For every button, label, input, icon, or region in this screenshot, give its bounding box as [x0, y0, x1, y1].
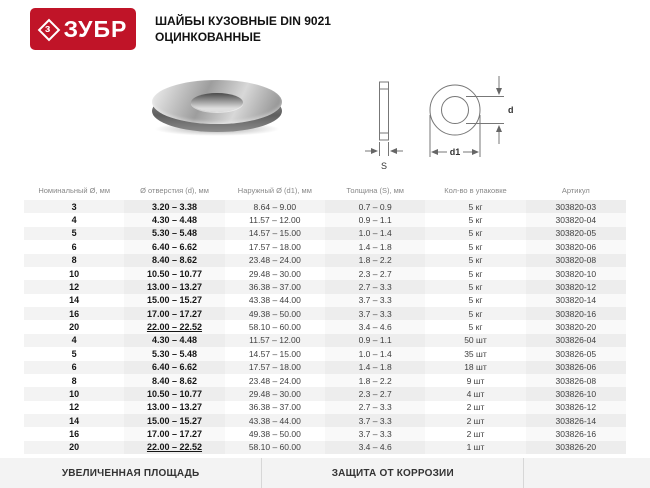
table-cell: 303826-08 — [526, 374, 626, 387]
table-cell: 9 шт — [466, 375, 485, 386]
table-cell: 3.4 – 4.6 — [325, 441, 425, 454]
table-cell: 14.57 – 15.00 — [248, 348, 301, 359]
table-cell: 5 — [71, 348, 77, 359]
table-cell: 1.0 – 1.4 — [325, 347, 425, 360]
dimension-diagram — [356, 62, 528, 184]
table-cell: 2 шт — [466, 402, 485, 413]
table-cell: 303826-10 — [526, 387, 626, 400]
table-row — [24, 267, 626, 280]
table-cell: 303820-16 — [526, 307, 626, 320]
table-cell: 303826-14 — [526, 414, 626, 427]
table-cell: 10.50 – 10.77 — [124, 387, 224, 400]
table-cell: 35 шт — [464, 348, 487, 359]
table-cell: 303820-10 — [526, 267, 626, 280]
table-cell: 303826-05 — [526, 347, 626, 360]
table-cell: 8.64 – 9.00 — [225, 200, 325, 213]
table-row — [24, 307, 626, 320]
table-cell: 303826-04 — [526, 334, 626, 347]
table-cell: 3.7 – 3.3 — [325, 414, 425, 427]
table-cell: 23.48 – 24.00 — [225, 254, 325, 267]
table-cell: 49.38 – 50.00 — [225, 307, 325, 320]
table-cell: 23.48 – 24.00 — [248, 375, 301, 386]
table-cell: 2.7 – 3.3 — [325, 280, 425, 293]
table-cell: 5 кг — [425, 307, 525, 320]
table-cell: 6.40 – 6.62 — [124, 240, 224, 253]
table-cell: 2 шт — [466, 429, 485, 440]
table-cell: 5.30 – 5.48 — [124, 227, 224, 240]
table-cell: 2.3 – 2.7 — [325, 267, 425, 280]
table-cell: 2.3 – 2.7 — [325, 387, 425, 400]
table-cell: 303826-20 — [526, 441, 626, 454]
table-cell: 20 — [24, 441, 124, 454]
table-row — [24, 280, 626, 293]
table-cell: 36.38 – 37.00 — [248, 402, 301, 413]
inner-diameter-label: d — [508, 105, 514, 115]
table-row — [24, 387, 626, 400]
table-cell: 20 — [69, 322, 80, 333]
zubr-diamond-icon — [39, 20, 57, 38]
table-cell: 12 — [69, 402, 80, 413]
thickness-label: S — [380, 161, 388, 171]
table-cell: 1.8 – 2.2 — [325, 254, 425, 267]
feature-enlarged-area: УВЕЛИЧЕННАЯ ПЛОЩАДЬ — [61, 467, 200, 479]
table-row — [24, 401, 626, 414]
spec-table-head — [24, 183, 626, 200]
table-cell: 14.57 – 15.00 — [225, 227, 325, 240]
table-cell: 16 — [69, 429, 80, 440]
table-cell: 303820-04 — [526, 213, 626, 226]
table-row — [24, 227, 626, 240]
table-row — [24, 240, 626, 253]
table-cell: 17.57 – 18.00 — [248, 241, 301, 252]
table-row — [24, 441, 626, 454]
table-row — [24, 361, 626, 374]
header-row — [24, 183, 626, 200]
table-row — [24, 200, 626, 213]
features-bar — [0, 458, 650, 488]
table-cell: 17.00 – 17.27 — [124, 427, 224, 440]
table-cell: 6.40 – 6.62 — [124, 361, 224, 374]
table-row — [24, 320, 626, 333]
table-cell: 1.4 – 1.8 — [325, 361, 425, 374]
table-cell: 1 шт — [425, 441, 525, 454]
table-cell: 15.00 – 15.27 — [124, 294, 224, 307]
table-cell: 8 — [71, 375, 77, 386]
table-cell: 6 — [24, 361, 124, 374]
table-cell: 43.38 – 44.00 — [248, 295, 301, 306]
table-cell: 1.8 – 2.2 — [325, 374, 425, 387]
table-row — [24, 427, 626, 440]
table-cell: 3.20 – 3.38 — [124, 200, 224, 213]
table-cell: 1.4 – 1.8 — [325, 240, 425, 253]
table-row — [24, 334, 626, 347]
spec-table — [24, 183, 626, 454]
page-title-line2: ОЦИНКОВАННЫЕ — [155, 30, 261, 44]
brand-logo — [30, 8, 136, 50]
table-cell: 2.7 – 3.3 — [325, 401, 425, 414]
table-cell: 0.9 – 1.1 — [325, 213, 425, 226]
table-cell: 4 — [24, 334, 124, 347]
table-cell: 49.38 – 50.00 — [248, 429, 301, 440]
table-cell: 303820-14 — [526, 294, 626, 307]
table-row — [24, 294, 626, 307]
table-cell: 14 — [24, 414, 124, 427]
table-cell: 4 шт — [425, 387, 525, 400]
table-cell: 17.00 – 17.27 — [124, 307, 224, 320]
table-cell: 10.50 – 10.77 — [124, 267, 224, 280]
table-row — [24, 347, 626, 360]
table-cell: 50 шт — [425, 334, 525, 347]
table-cell: 29.48 – 30.00 — [248, 268, 301, 279]
table-row — [24, 213, 626, 226]
table-cell: 18 шт — [425, 361, 525, 374]
table-cell: 3.7 – 3.3 — [325, 294, 425, 307]
table-cell: 4.30 – 4.48 — [124, 213, 224, 226]
table-cell: 3 — [24, 200, 124, 213]
table-cell: 3.7 – 3.3 — [325, 307, 425, 320]
washer-hole — [191, 93, 243, 112]
table-cell: 5 кг — [468, 215, 483, 226]
table-cell: 58.10 – 60.00 — [225, 441, 325, 454]
table-cell: 58.10 – 60.00 — [248, 322, 301, 333]
table-cell: 303820-08 — [526, 254, 626, 267]
table-cell: 2 шт — [425, 414, 525, 427]
table-cell: 8.40 – 8.62 — [124, 254, 224, 267]
table-cell: 12 — [24, 280, 124, 293]
table-cell: 5 кг — [468, 322, 483, 333]
table-cell: 303826-12 — [526, 401, 626, 414]
table-cell: 11.57 – 12.00 — [249, 215, 301, 226]
table-cell: 303820-03 — [526, 200, 626, 213]
table-cell: 8 — [24, 254, 124, 267]
table-cell: 303820-12 — [526, 280, 626, 293]
table-cell: 3.4 – 4.6 — [325, 320, 425, 333]
page-title-line1: ШАЙБЫ КУЗОВНЫЕ DIN 9021 — [155, 14, 331, 28]
table-cell: 5 кг — [468, 268, 483, 279]
front-view — [430, 76, 504, 157]
table-cell: 5 кг — [468, 241, 483, 252]
table-cell: 303820-20 — [526, 320, 626, 333]
table-cell: 5.30 – 5.48 — [124, 347, 224, 360]
page-title — [155, 13, 331, 45]
table-cell: 303826-06 — [526, 361, 626, 374]
table-cell: 5 кг — [425, 280, 525, 293]
table-cell: 303820-06 — [526, 240, 626, 253]
table-cell: 16 — [24, 307, 124, 320]
table-cell: 0.7 – 0.9 — [325, 200, 425, 213]
column-header: Толщина (S), мм — [346, 186, 404, 195]
table-cell: 5 кг — [425, 227, 525, 240]
table-cell: 13.00 – 13.27 — [124, 401, 224, 414]
table-cell: 303820-05 — [526, 227, 626, 240]
spec-table-body — [24, 200, 626, 454]
outer-diameter-label: d1 — [449, 147, 461, 157]
table-cell: 5 кг — [425, 254, 525, 267]
table-cell: 5 кг — [468, 295, 483, 306]
column-header: Кол-во в упаковке — [444, 186, 507, 195]
diamond-arrow-glyph: з — [44, 23, 51, 35]
table-cell: 6 — [71, 241, 77, 252]
column-header: Наружный Ø (d1), мм — [237, 186, 312, 195]
table-cell: 8.40 – 8.62 — [124, 374, 224, 387]
table-cell: 10 — [69, 268, 80, 279]
table-cell: 11.57 – 12.00 — [225, 334, 325, 347]
table-cell: 3.7 – 3.3 — [325, 427, 425, 440]
feature-empty-cell — [523, 458, 650, 488]
washer-photo — [152, 80, 282, 142]
column-header: Номинальный Ø, мм — [38, 186, 110, 195]
table-cell: 14 — [69, 295, 80, 306]
table-cell: 4 — [71, 215, 77, 226]
table-cell: 10 — [24, 387, 124, 400]
table-cell: 13.00 – 13.27 — [124, 280, 224, 293]
table-cell: 22.00 – 22.52 — [124, 320, 224, 333]
table-row — [24, 414, 626, 427]
table-cell: 5 — [24, 227, 124, 240]
table-row — [24, 374, 626, 387]
table-cell: 22.00 – 22.52 — [124, 441, 224, 454]
table-cell: 17.57 – 18.00 — [225, 361, 325, 374]
table-cell: 0.9 – 1.1 — [325, 334, 425, 347]
table-cell: 5 кг — [425, 200, 525, 213]
table-cell: 303826-16 — [526, 427, 626, 440]
brand-name: ЗУБР — [63, 15, 128, 42]
table-cell: 4.30 – 4.48 — [124, 334, 224, 347]
table-cell: 43.38 – 44.00 — [225, 414, 325, 427]
table-cell: 15.00 – 15.27 — [124, 414, 224, 427]
table-cell: 29.48 – 30.00 — [225, 387, 325, 400]
table-row — [24, 254, 626, 267]
table-cell: 36.38 – 37.00 — [225, 280, 325, 293]
feature-corrosion-protection: ЗАЩИТА ОТ КОРРОЗИИ — [261, 458, 523, 488]
column-header: Ø отверстия (d), мм — [140, 186, 209, 195]
column-header: Артикул — [561, 186, 590, 195]
side-view — [365, 82, 403, 156]
table-cell: 1.0 – 1.4 — [325, 227, 425, 240]
